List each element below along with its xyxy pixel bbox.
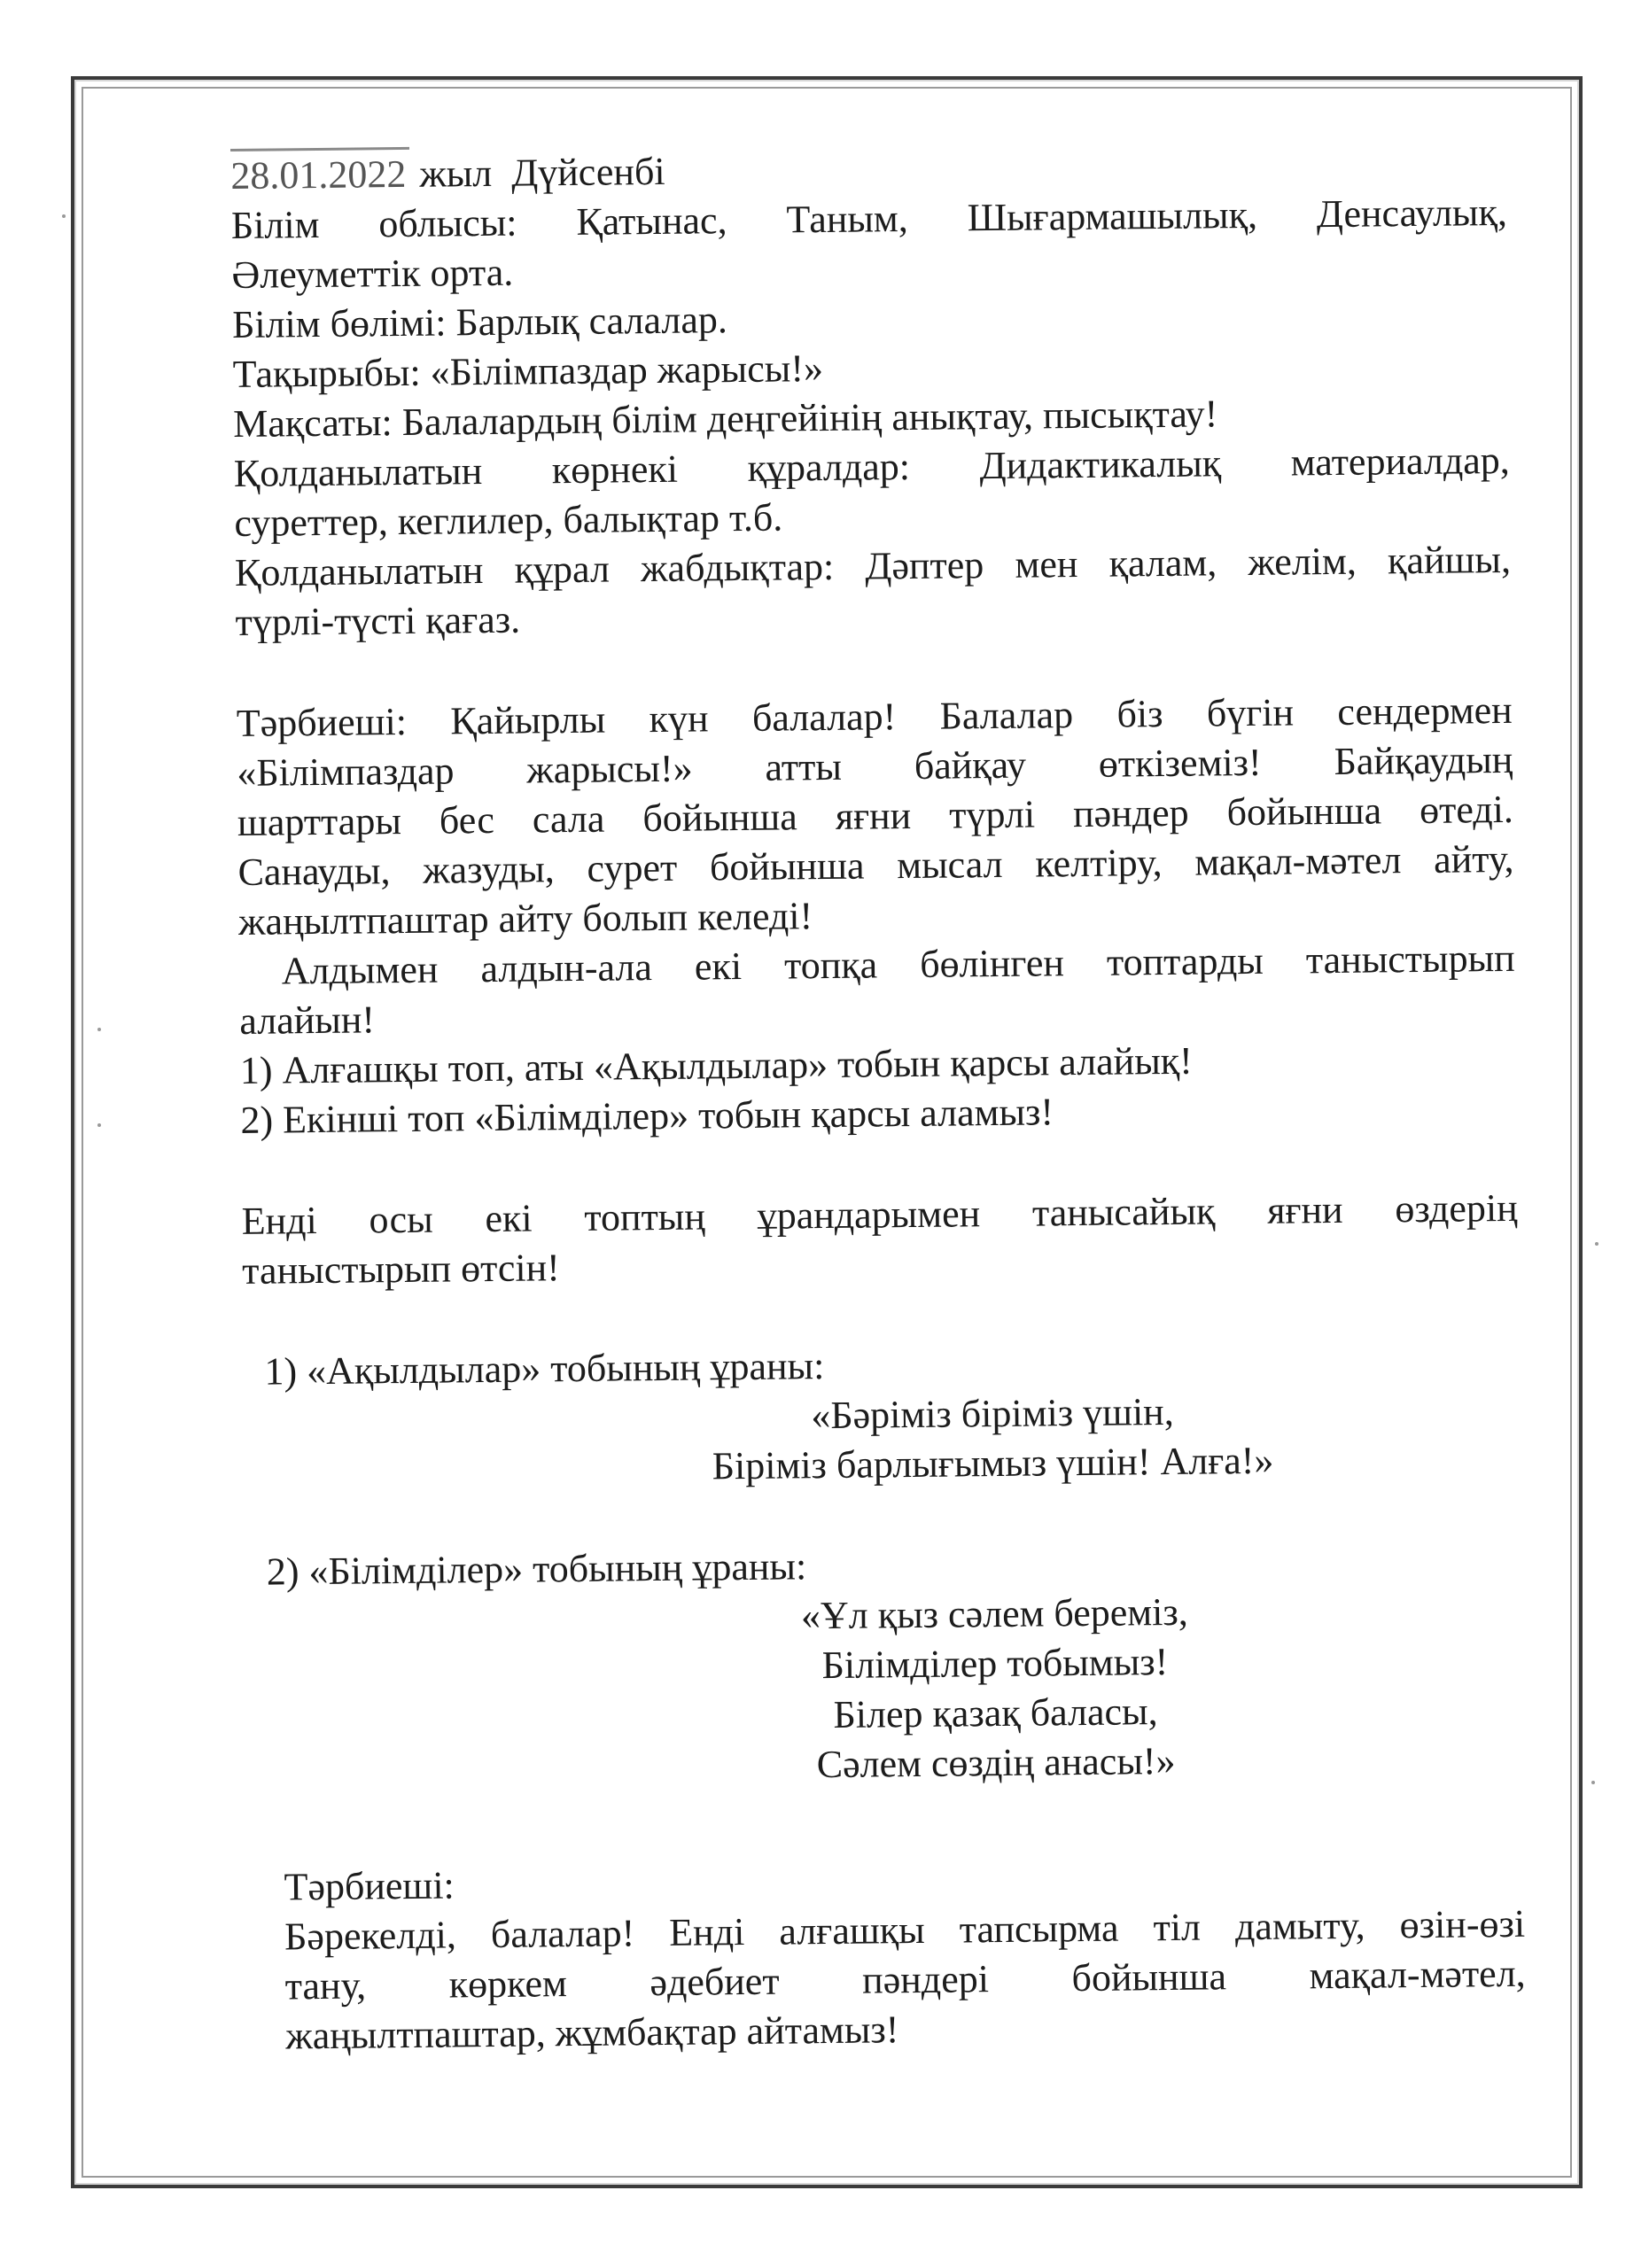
mottos-intro-line-2: таныстырып өтсін!: [242, 1246, 561, 1293]
group2-heading: 2) «Білімділер» тобының ұраны:: [266, 1544, 807, 1594]
intro-line-3: шарттары бес сала бойынша яғни түрлі пәндер бойынша өтеді.: [237, 787, 1514, 844]
intro-line-2: «Білімпаздар жарысы!» атты байқау өткіземіз! Байқаудың: [237, 737, 1513, 795]
scan-speck: [62, 214, 66, 218]
group1-motto-line-2: Біріміз барлығымыз үшін! Алға!»: [712, 1438, 1274, 1488]
group2-motto-line-1: «Ұл қыз сәлем береміз,: [800, 1589, 1188, 1638]
intro-line-6: Алдымен алдын-ала екі топқа бөлінген топтарды таныстырып: [238, 936, 1515, 993]
education-area-line-1: Білім облысы: Қатынас, Таным, Шығармашылық, Денсаулық,: [230, 190, 1508, 247]
intro-line-5: жаңылтпаштар айту болып келеді!: [237, 894, 813, 944]
intro-line-4: Санауды, жазуды, сурет бойынша мысал келтіру, мақал-мәтел айту,: [237, 836, 1514, 894]
teacher-line-1: Бәрекелді, балалар! Енді алғашқы тапсырма тіл дамыту, өзін-өзі: [284, 1901, 1526, 1959]
group2-motto-line-3: Білер қазақ баласы,: [833, 1689, 1158, 1736]
scan-speck: [1595, 1242, 1598, 1246]
teacher-label: Тәрбиеші:: [284, 1863, 455, 1909]
scan-speck: [1591, 1781, 1595, 1784]
teacher-line-3: жаңылтпаштар, жұмбақтар айтамыз!: [285, 2008, 899, 2058]
education-section: Білім бөлімі: Барлық салалар.: [231, 298, 728, 346]
date: 28.01.2022: [230, 147, 410, 201]
education-area-line-2: Әлеуметтік орта.: [231, 250, 514, 297]
group1-heading: 1) «Ақылдылар» тобының ұраны:: [264, 1344, 825, 1394]
weekday: жыл Дүйсенбі: [409, 149, 665, 196]
goal: Мақсаты: Балалардың білім деңгейінің анықтау, пысықтау!: [232, 392, 1218, 446]
document-body: [230, 136, 1527, 2062]
tools-line-2: түрлі-түсті қағаз.: [235, 597, 521, 644]
intro-line-1: Тәрбиеші: Қайырлы күн балалар! Балалар біз бүгін сендермен: [236, 687, 1513, 745]
tools-line-1: Қолданылатын құрал жабдықтар: Дәптер мен қалам, желім, қайшы,: [234, 537, 1512, 594]
scan-speck: [97, 1028, 101, 1031]
visual-aids-line-2: суреттер, кеглилер, балықтар т.б.: [234, 495, 783, 545]
mottos-intro-line-1: Енді осы екі топтың ұрандарымен танысайық яғни өздерің: [241, 1185, 1518, 1243]
group1-motto-line-1: «Бәріміз біріміз үшін,: [811, 1389, 1174, 1438]
scan-speck: [97, 1123, 101, 1127]
intro-line-7: алайын!: [239, 998, 376, 1043]
teacher-line-2: тану, көркем әдебиет пәндері бойынша мақал-мәтел,: [284, 1951, 1526, 2008]
teacher-section: [248, 1850, 1526, 2062]
group2-motto-line-2: Білімділер тобымыз!: [821, 1640, 1169, 1688]
visual-aids-line-1: Қолданылатын көрнекі құралдар: Дидактикалық материалдар,: [233, 438, 1511, 495]
group-list-item-1: 1) Алғашқы топ, аты «Ақылдылар» тобын қарсы алайық!: [239, 1038, 1194, 1092]
group2-motto-line-4: Сәлем сөздің анасы!»: [816, 1738, 1176, 1787]
topic: Тақырыбы: «Білімпаздар жарысы!»: [232, 346, 824, 396]
group-list-item-2: 2) Екінші топ «Білімділер» тобын қарсы аламыз!: [240, 1090, 1054, 1142]
